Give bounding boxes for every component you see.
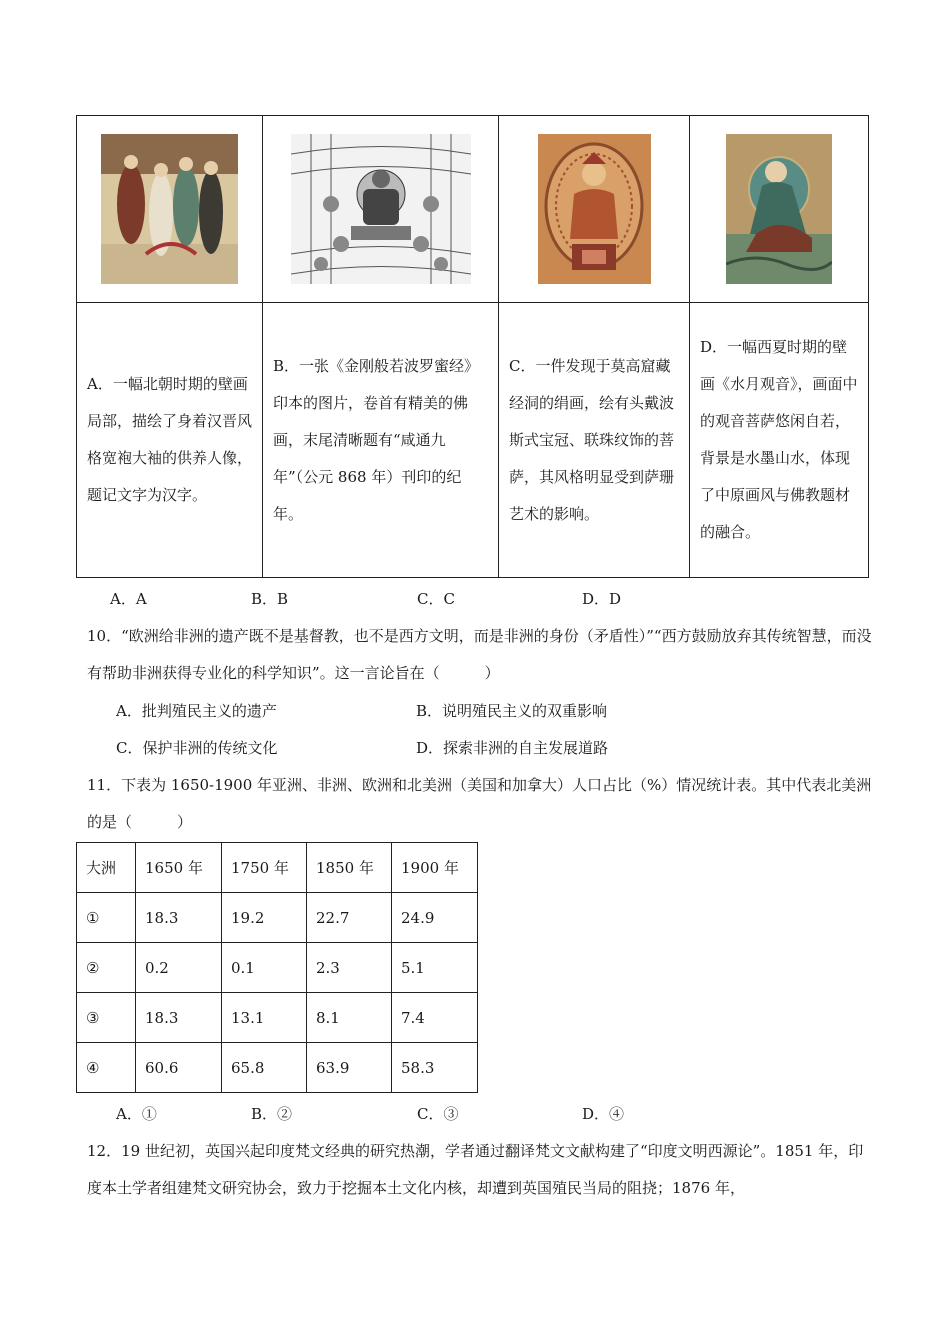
q11-option-b[interactable]: B．② xyxy=(251,1105,293,1123)
table-cell: 60.6 xyxy=(136,1043,222,1093)
table-cell: 18.3 xyxy=(136,893,222,943)
table-cell: 8.1 xyxy=(307,993,392,1043)
q9-option-b[interactable]: B．B xyxy=(251,590,289,608)
table-cell: 7.4 xyxy=(392,993,478,1043)
table-header-cell: 1650 年 xyxy=(136,843,222,893)
q9-image-cell-c xyxy=(499,116,690,303)
table-header-cell: 大洲 xyxy=(77,843,136,893)
q12-stem: 12．19 世纪初，英国兴起印度梵文经典的研究热潮，学者通过翻译梵文文献构建了“印度文明西源论”。1851 年，印度本土学者组建梵文研究协会，致力于挖掘本土文化内核，却遭到英国殖民当局的阻挠；1876 年， xyxy=(87,1142,864,1197)
sutra-print-image-b xyxy=(291,134,471,284)
table-header-cell: 1900 年 xyxy=(392,843,478,893)
table-cell: ④ xyxy=(77,1043,136,1093)
table-cell: ③ xyxy=(77,993,136,1043)
q10-option-a[interactable]: A．批判殖民主义的遗产 xyxy=(116,702,277,720)
table-cell: 0.1 xyxy=(222,943,307,993)
q10-option-b[interactable]: B．说明殖民主义的双重影响 xyxy=(416,702,608,720)
q9-picture-table xyxy=(76,115,869,578)
table-row xyxy=(77,943,478,993)
table-cell: 58.3 xyxy=(392,1043,478,1093)
q9-option-a[interactable]: A．A xyxy=(110,590,147,608)
q9-option-c[interactable]: C．C xyxy=(417,590,455,608)
q9-image-cell-d xyxy=(690,116,869,303)
table-header-cell: 1750 年 xyxy=(222,843,307,893)
population-table xyxy=(76,842,478,1093)
table-cell: 13.1 xyxy=(222,993,307,1043)
table-cell: 24.9 xyxy=(392,893,478,943)
table-cell: 19.2 xyxy=(222,893,307,943)
q10-option-d[interactable]: D．探索非洲的自主发展道路 xyxy=(416,739,609,757)
table-cell: ② xyxy=(77,943,136,993)
q9-image-cell-a xyxy=(77,116,263,303)
q9-image-cell-b xyxy=(263,116,499,303)
q11-option-d[interactable]: D．④ xyxy=(582,1105,625,1123)
table-cell: 65.8 xyxy=(222,1043,307,1093)
q11-option-c[interactable]: C．③ xyxy=(417,1105,459,1123)
mural-image-a xyxy=(101,134,238,284)
q10-stem: 10．“欧洲给非洲的遗产既不是基督教，也不是西方文明，而是非洲的身份（矛盾性）”“西方鼓励放弃其传统智慧，而没有帮助非洲获得专业化的科学知识”。这一言论旨在（ ） xyxy=(87,627,872,682)
q11-stem: 11．下表为 1650-1900 年亚洲、非洲、欧洲和北美洲（美国和加拿大）人口占比（%）情况统计表。其中代表北美洲的是（ ） xyxy=(87,776,872,831)
water-moon-guanyin-image-d xyxy=(726,134,832,284)
table-cell: ① xyxy=(77,893,136,943)
table-cell: 5.1 xyxy=(392,943,478,993)
q9-option-d[interactable]: D．D xyxy=(582,590,622,608)
table-header-cell: 1850 年 xyxy=(307,843,392,893)
q11-option-a[interactable]: A．① xyxy=(116,1105,157,1123)
table-row xyxy=(77,893,478,943)
table-cell: 2.3 xyxy=(307,943,392,993)
q9-description-b: B．一张《金刚般若波罗蜜经》印本的图片，卷首有精美的佛画，末尾清晰题有“咸通九年”（公元 868 年）刊印的纪年。 xyxy=(263,303,499,578)
table-cell: 0.2 xyxy=(136,943,222,993)
silk-painting-image-c xyxy=(538,134,651,284)
q9-description-c: C．一件发现于莫高窟藏经洞的绢画，绘有头戴波斯式宝冠、联珠纹饰的菩萨，其风格明显受到萨珊艺术的影响。 xyxy=(499,303,690,578)
table-cell: 18.3 xyxy=(136,993,222,1043)
table-cell: 22.7 xyxy=(307,893,392,943)
q9-description-d: D．一幅西夏时期的壁画《水月观音》，画面中的观音菩萨悠闲自若，背景是水墨山水，体现了中原画风与佛教题材的融合。 xyxy=(690,303,869,578)
table-row xyxy=(77,993,478,1043)
q9-description-a: A．一幅北朝时期的壁画局部，描绘了身着汉晋风格宽袍大袖的供养人像，题记文字为汉字。 xyxy=(77,303,263,578)
table-header-row xyxy=(77,843,478,893)
table-row xyxy=(77,1043,478,1093)
table-cell: 63.9 xyxy=(307,1043,392,1093)
q10-option-c[interactable]: C．保护非洲的传统文化 xyxy=(116,739,278,757)
